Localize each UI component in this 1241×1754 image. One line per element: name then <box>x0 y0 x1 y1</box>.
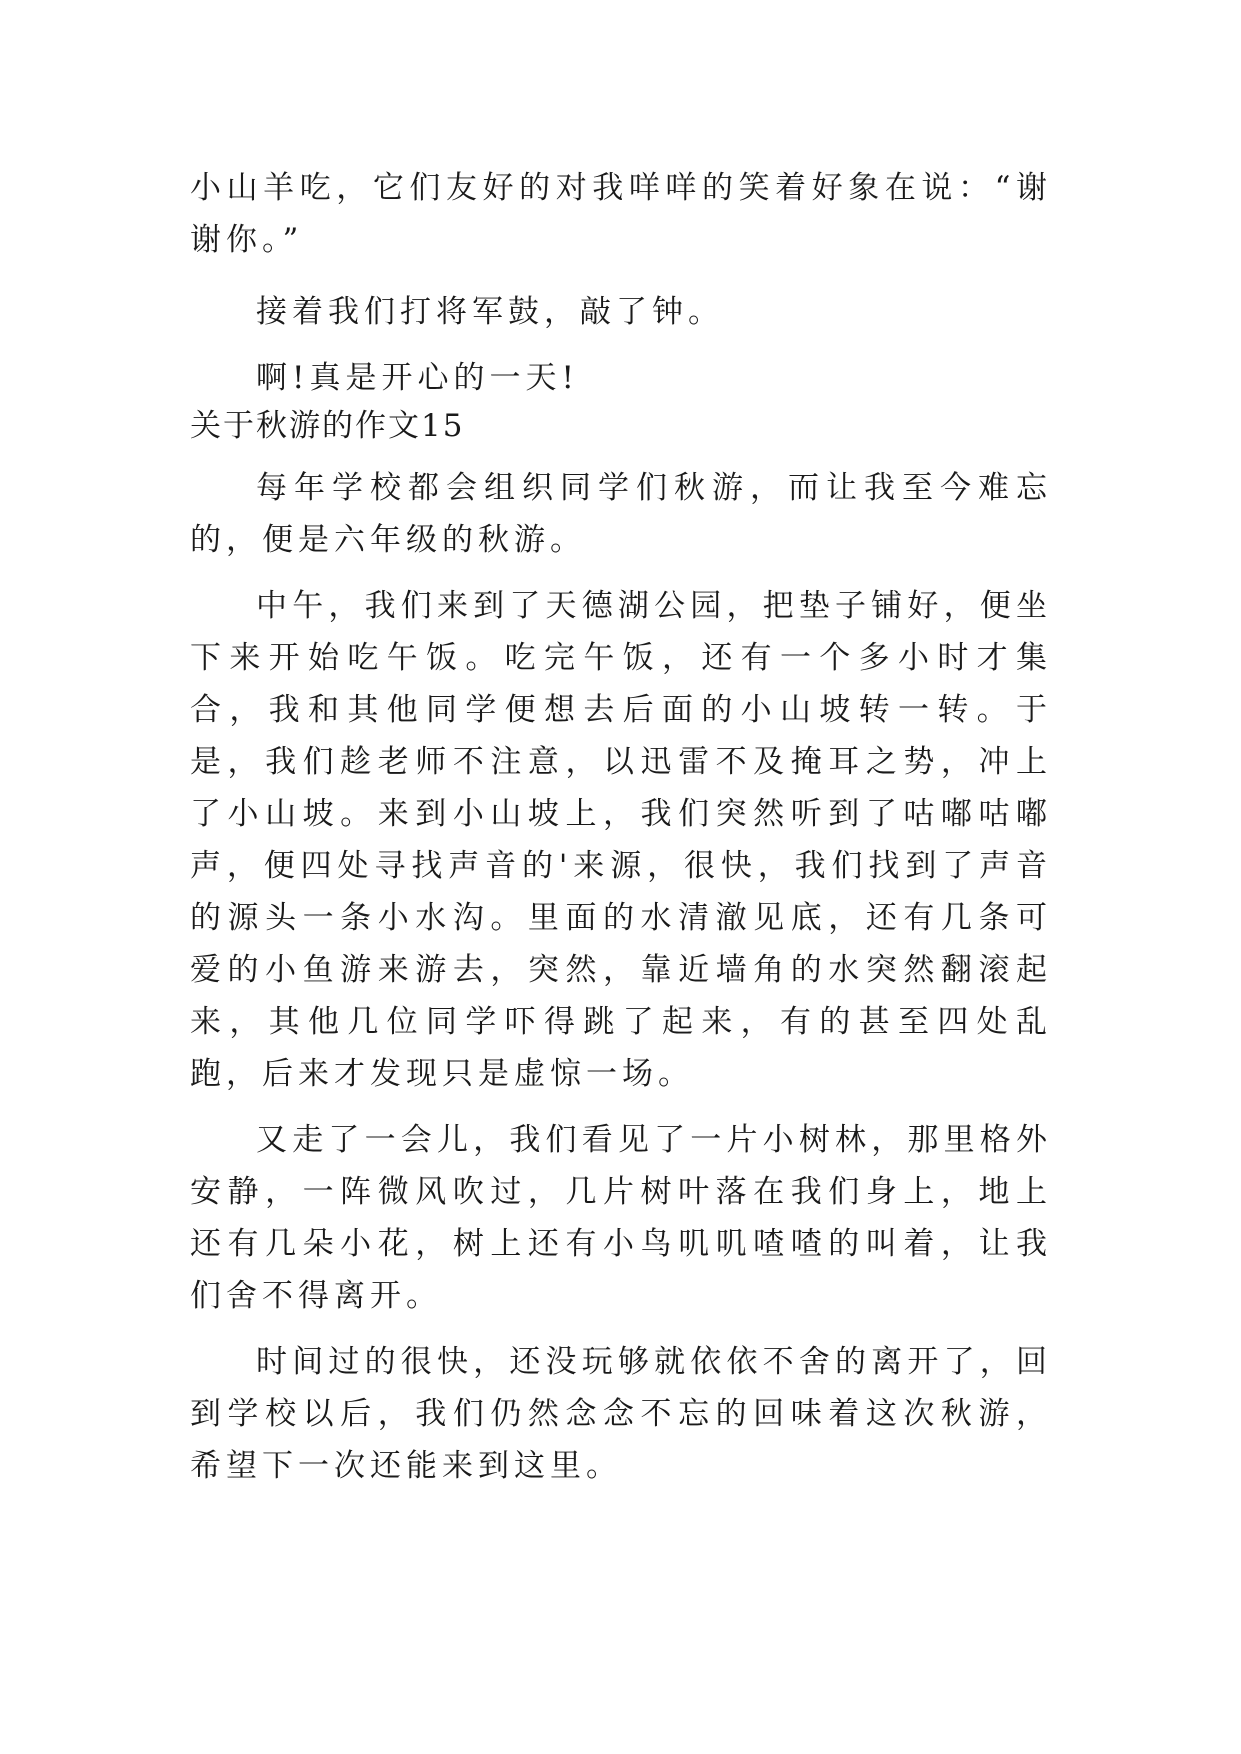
top-section <box>190 162 1052 404</box>
paragraph-3: 每年学校都会组织同学们秋游，而让我至今难忘的，便是六年级的秋游。 <box>190 470 1052 558</box>
paragraph-6: 时间过的很快，还没玩够就依依不舍的离开了，回到学校以后，我们仍然念念不忘的回味着这次秋游，希望下一次还能来到这里。 <box>190 1344 1052 1484</box>
body-section <box>190 462 1052 1492</box>
continuation-paragraph: 小山羊吃，它们友好的对我咩咩的笑着好象在说：“谢谢你。” <box>190 170 1052 258</box>
paragraph-2: 啊!真是开心的一天! <box>256 360 579 396</box>
paragraph-1: 接着我们打将军鼓，敲了钟。 <box>256 294 724 330</box>
paragraph-4: 中午，我们来到了天德湖公园，把垫子铺好，便坐下来开始吃午饭。吃完午饭，还有一个多小时才集合，我和其他同学便想去后面的小山坡转一转。于是，我们趁老师不注意，以迅雷不及掩耳之势，冲上了小山坡。来到小山坡上，我们突然听到了咕嘟咕嘟声，便四处寻找声音的'来源，很快，我们找到了声音的源头一条小水沟。里面的水清澈见底，还有几条可爱的小鱼游来游去，突然，靠近墙角的水突然翻滚起来，其他几位同学吓得跳了起来，有的甚至四处乱跑，后来才发现只是虚惊一场。 <box>190 588 1052 1092</box>
paragraph-5: 又走了一会儿，我们看见了一片小树林，那里格外安静，一阵微风吹过，几片树叶落在我们身上，地上还有几朵小花，树上还有小鸟叽叽喳喳的叫着，让我们舍不得离开。 <box>190 1122 1052 1314</box>
essay-title: 关于秋游的作文15 <box>190 408 465 444</box>
